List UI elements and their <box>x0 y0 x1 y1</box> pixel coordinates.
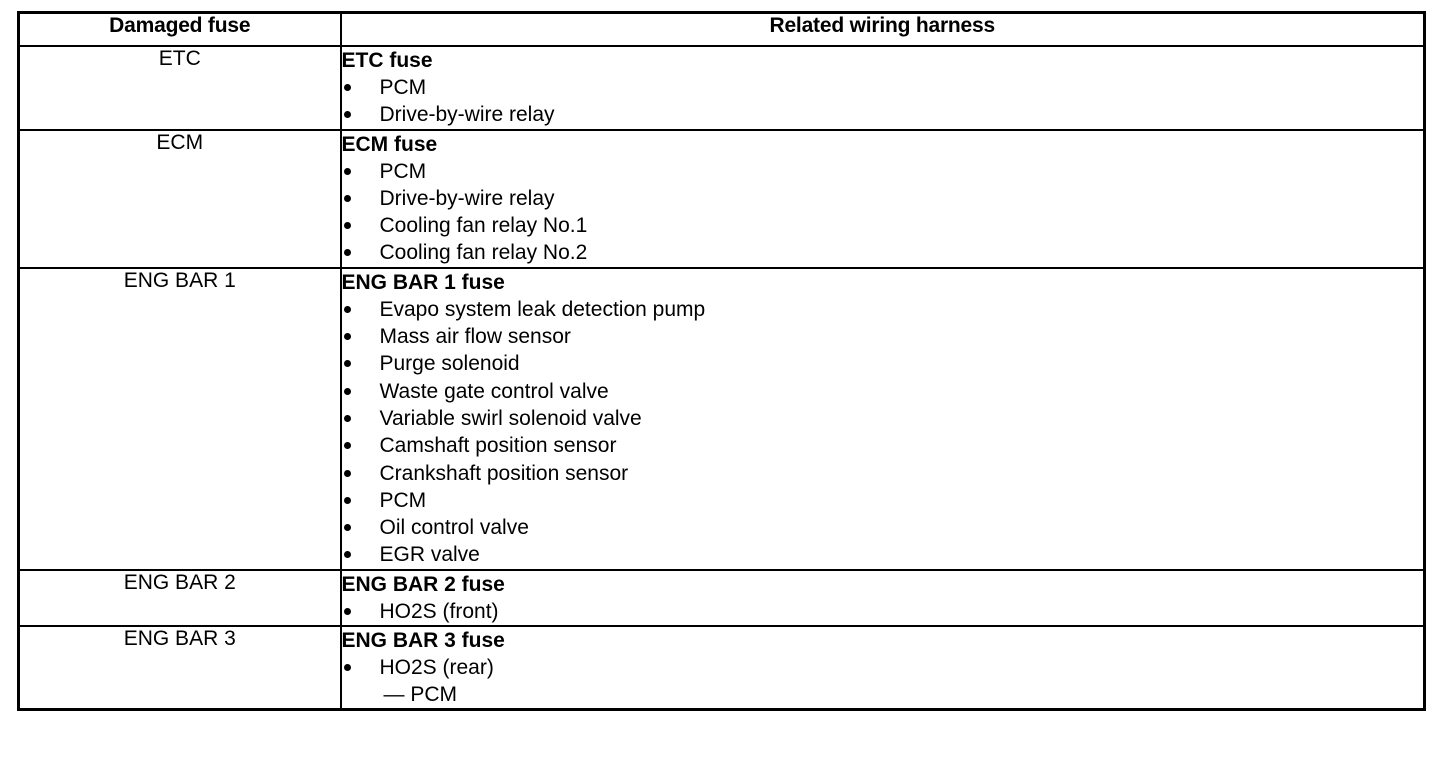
bullet-icon <box>344 168 351 175</box>
harness-title: ECM fuse <box>341 132 438 156</box>
list-item <box>342 405 1424 432</box>
list-item <box>342 378 1424 405</box>
list-item-label: Cooling fan relay No.2 <box>379 241 588 265</box>
harness-item-list <box>342 598 1424 625</box>
list-item <box>342 514 1424 541</box>
harness-cell <box>341 626 1425 710</box>
table-row <box>19 268 1425 570</box>
harness-item-list <box>342 654 1424 681</box>
list-item <box>342 296 1424 323</box>
bullet-icon <box>344 470 351 477</box>
bullet-icon <box>344 608 351 615</box>
column-header-related-wiring-harness: Related wiring harness <box>341 13 1425 47</box>
bullet-icon <box>344 524 351 531</box>
damaged-fuse-cell: ENG BAR 2 <box>19 570 341 626</box>
harness-title: ENG BAR 2 fuse <box>341 572 505 596</box>
bullet-icon <box>344 84 351 91</box>
damaged-fuse-cell: ECM <box>19 130 341 268</box>
list-item-label: Purge solenoid <box>379 352 520 376</box>
list-item-label: Cooling fan relay No.1 <box>379 214 588 238</box>
bullet-icon <box>344 497 351 504</box>
list-item-label: HO2S (rear) <box>379 656 494 680</box>
list-item-label: HO2S (front) <box>379 599 499 623</box>
bullet-icon <box>344 249 351 256</box>
list-item-label: EGR valve <box>379 543 480 567</box>
harness-item-list <box>342 74 1424 129</box>
list-item-label: Mass air flow sensor <box>379 325 571 349</box>
list-item <box>342 654 1424 681</box>
list-item-label: Waste gate control valve <box>379 379 609 403</box>
list-item <box>342 323 1424 350</box>
harness-title: ENG BAR 3 fuse <box>341 629 505 653</box>
bullet-icon <box>344 195 351 202</box>
column-header-damaged-fuse: Damaged fuse <box>19 13 341 47</box>
damaged-fuse-cell: ENG BAR 3 <box>19 626 341 710</box>
list-item-label: Variable swirl solenoid valve <box>379 406 642 430</box>
bullet-icon <box>344 388 351 395</box>
harness-cell <box>341 570 1425 626</box>
list-item <box>342 432 1424 459</box>
list-item-label: Drive-by-wire relay <box>379 103 555 127</box>
list-item <box>342 74 1424 101</box>
harness-cell <box>341 46 1425 130</box>
table-row <box>19 46 1425 130</box>
list-item-label: Oil control valve <box>379 516 529 540</box>
bullet-icon <box>344 360 351 367</box>
list-item-label: Evapo system leak detection pump <box>379 297 706 321</box>
list-item-label: Crankshaft position sensor <box>379 461 629 485</box>
harness-cell <box>341 130 1425 268</box>
bullet-icon <box>344 306 351 313</box>
fuse-harness-table <box>17 11 1426 711</box>
harness-title: ETC fuse <box>341 49 433 72</box>
list-item <box>342 239 1424 266</box>
table-row <box>19 626 1425 710</box>
harness-cell <box>341 268 1425 570</box>
bullet-icon <box>344 442 351 449</box>
list-item <box>342 487 1424 514</box>
list-item <box>342 101 1424 128</box>
list-item <box>342 598 1424 625</box>
sub-list-item: — PCM <box>383 683 457 707</box>
list-item-label: PCM <box>379 76 427 99</box>
bullet-icon <box>344 111 351 118</box>
list-item <box>342 158 1424 185</box>
list-item <box>342 185 1424 212</box>
list-item-label: PCM <box>379 159 427 183</box>
damaged-fuse-cell: ENG BAR 1 <box>19 268 341 570</box>
table-row <box>19 130 1425 268</box>
bullet-icon <box>344 664 351 671</box>
damaged-fuse-cell: ETC <box>19 46 341 130</box>
harness-item-list <box>342 296 1424 569</box>
harness-item-list <box>342 158 1424 267</box>
table-row <box>19 570 1425 626</box>
table-header-row <box>19 13 1425 47</box>
list-item-label: Camshaft position sensor <box>379 434 617 458</box>
list-item-label: Drive-by-wire relay <box>379 186 555 210</box>
bullet-icon <box>344 415 351 422</box>
list-item <box>342 541 1424 568</box>
bullet-icon <box>344 222 351 229</box>
bullet-icon <box>344 333 351 340</box>
harness-title: ENG BAR 1 fuse <box>341 270 505 294</box>
list-item <box>342 350 1424 377</box>
bullet-icon <box>344 551 351 558</box>
list-item-label: PCM <box>379 488 427 512</box>
list-item <box>342 212 1424 239</box>
list-item <box>342 460 1424 487</box>
